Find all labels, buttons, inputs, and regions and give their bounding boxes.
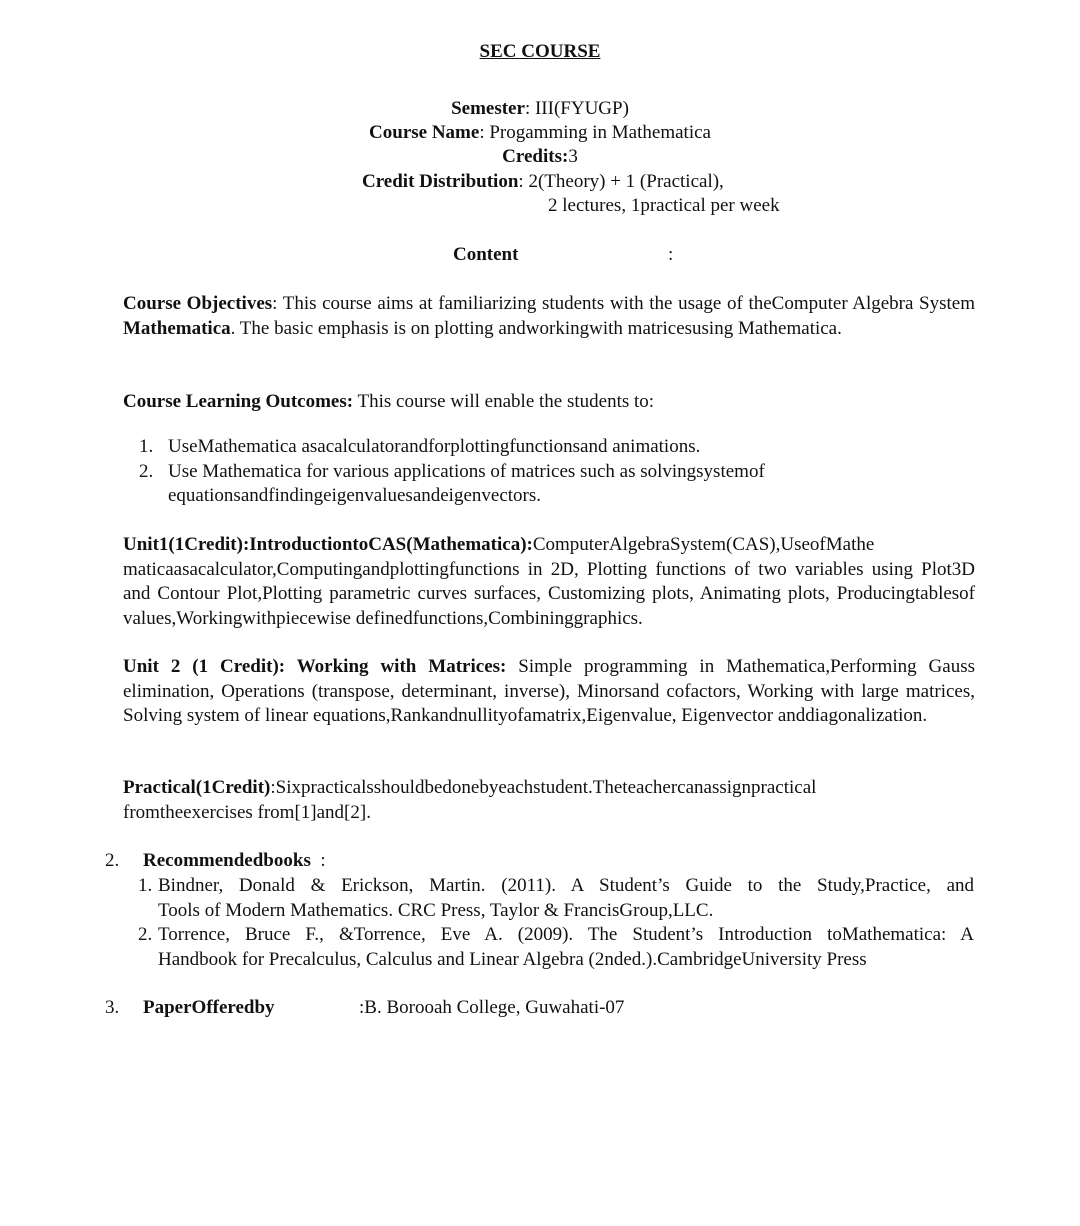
- practical: [123, 776, 913, 825]
- list-item-number: 1.: [139, 436, 154, 457]
- books-colon: :: [320, 850, 326, 871]
- credits-line: [0, 145, 1080, 170]
- outcomes-label: Course Learning Outcomes:: [123, 391, 354, 412]
- credit-distribution-line: [362, 170, 724, 195]
- course-objectives: [123, 292, 975, 341]
- offered-section-number: 3.: [105, 997, 120, 1018]
- course-name-value: : Progamming in Mathematica: [479, 122, 711, 143]
- objectives-bold-word: Mathematica: [123, 317, 231, 339]
- unit-1: [123, 533, 975, 631]
- book-item-2: [138, 923, 974, 972]
- objectives-text-1: : This course aims at familiarizing students with the usage of theComputer Algebra System: [272, 293, 975, 314]
- semester-value: : III(FYUGP): [524, 98, 629, 119]
- unit-1-first-line: [123, 533, 975, 558]
- unit-2: [123, 655, 975, 729]
- list-item-number: 2.: [139, 460, 154, 482]
- book-text: Torrence, Bruce F., &Torrence, Eve A. (2009). The Student’s Introduction toMathematica: A: [158, 924, 974, 945]
- book-item-1: [138, 874, 974, 923]
- list-item: [123, 435, 975, 460]
- book-number: 1.: [138, 875, 153, 896]
- credit-distribution-value: : 2(Theory) + 1 (Practical),: [518, 171, 724, 192]
- offered-heading: [143, 996, 275, 1021]
- book-number: 2.: [138, 924, 153, 945]
- semester-line: [0, 97, 1080, 122]
- books-label: Recommendedbooks: [143, 850, 311, 871]
- credit-distribution-label: Credit Distribution: [362, 171, 519, 192]
- unit-2-text: Simple programming in Mathematica,Performing Gauss elimination, Operations (transpose, determinant, inverse), Minorsand cofactors, Working with large matrices, Solving system of linear equations,Rankandnullityofamatrix,Eigenvalue, Eigenvector anddiagonalization.: [123, 656, 975, 726]
- unit-1-label: Unit1(1Credit):IntroductiontoCAS(Mathematica):: [123, 534, 533, 555]
- list-item-text: Use Mathematica for various applications of matrices such as solvingsystemof equationsandfindingeigenvaluesandeigenvectors.: [168, 460, 765, 506]
- learning-outcomes-heading: [123, 390, 975, 415]
- outcomes-intro: This course will enable the students to:: [353, 391, 655, 412]
- content-label: Content: [453, 244, 519, 265]
- credit-distribution-detail: 2 lectures, 1practical per week: [548, 195, 780, 216]
- unit-1-text: maticaasacalculator,Computingandplottingfunctions in 2D, Plotting functions of two variables using Plot3D and Contour Plot,Plotting parametric curves surfaces, Customizing plots, Animating plots, Producingtablesof values,Workingwithpiecewise definedfunctions,Combininggraphics.: [123, 558, 975, 629]
- course-name-label: Course Name: [369, 122, 480, 143]
- list-item-text: UseMathematica asacalculatorandforplottingfunctionsand animations.: [168, 436, 701, 457]
- book-line-1: [138, 874, 974, 899]
- content-colon: :: [668, 244, 674, 265]
- credits-label: Credits:: [502, 146, 569, 167]
- book-line-1: [138, 923, 974, 948]
- list-item: [123, 460, 975, 509]
- unit-1-line-1: ComputerAlgebraSystem(CAS),UseofMathe: [532, 534, 875, 555]
- content-heading: [453, 243, 518, 268]
- practical-label: Practical(1Credit): [123, 777, 271, 798]
- objectives-text-2: . The basic emphasis is on plotting andworkingwith matricesusing Mathematica.: [230, 317, 842, 339]
- books-heading: [143, 849, 326, 874]
- page-title: SEC COURSE: [479, 41, 601, 62]
- credits-value: 3: [568, 146, 578, 167]
- books-section-number: 2.: [105, 850, 120, 871]
- book-text: Bindner, Donald & Erickson, Martin. (2011). A Student’s Guide to the Study,Practice, and: [158, 875, 974, 896]
- book-line-2: Handbook for Precalculus, Calculus and Linear Algebra (2nded.).CambridgeUniversity Press: [158, 948, 867, 970]
- offered-label: PaperOfferedby: [143, 997, 275, 1018]
- learning-outcomes-list: [123, 435, 975, 509]
- book-line-2: Tools of Modern Mathematics. CRC Press, Taylor & FrancisGroup,LLC.: [158, 899, 714, 921]
- practical-text: :Sixpracticalsshouldbedonebyeachstudent.Theteachercanassignpractical fromtheexercises from[1]and[2].: [123, 777, 817, 823]
- offered-value: :B. Borooah College, Guwahati-07: [359, 997, 625, 1018]
- semester-label: Semester: [451, 98, 525, 119]
- unit-2-label: Unit 2 (1 Credit): Working with Matrices:: [123, 656, 507, 677]
- objectives-label: Course Objectives: [123, 293, 273, 314]
- course-name-line: [0, 121, 1080, 146]
